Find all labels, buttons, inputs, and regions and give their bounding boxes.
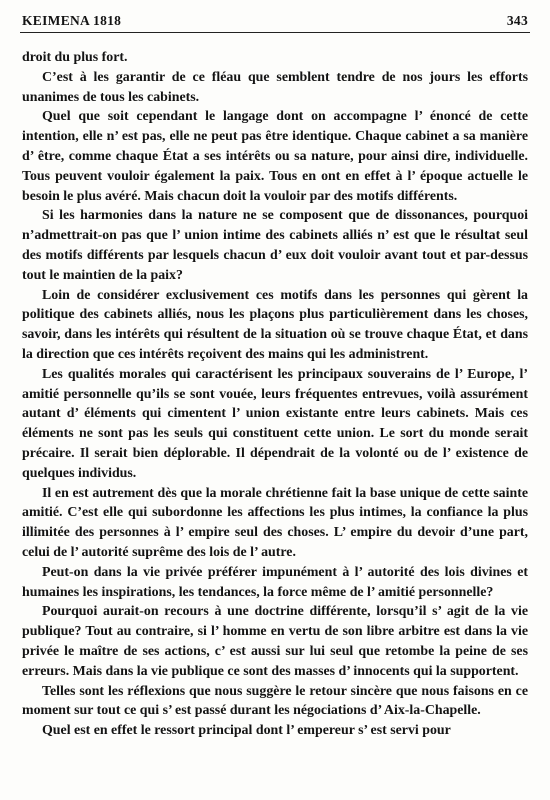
paragraph: droit du plus fort. [22, 50, 128, 65]
paragraph: Quel que soit cependant le langage dont on accompagne l’ énoncé de cette intention, elle n’ est pas, elle ne peut pas être identique. Chaque cabinet a sa manière d’ être, comme chaque État a ses intérêts ou sa nature, pour ainsi dire, individuelle. Tous peuvent vouloir également la paix. Tous en ont en effet à l’ époque actuelle le besoin le plus avéré. Mais chacun doit la vouloir par des motifs différents. [22, 109, 528, 204]
paragraph: Si les harmonies dans la nature ne se composent que de dissonances, pourquoi n’admettrait-on pas que l’ union intime des cabinets alliés n’ est que le résultat seul des motifs différents par lesquels chacun d’ eux doit vouloir avant tout et par-dessus tout le maintien de la paix? [22, 208, 528, 283]
body-text [22, 48, 528, 741]
running-title: KEIMENA 1818 [22, 13, 122, 28]
header-rule [20, 32, 530, 33]
paragraph: Il en est autrement dès que la morale chrétienne fait la base unique de cette sainte amitié. C’est elle qui subordonne les affections les plus intimes, la confiance la plus illimitée des personnes à l’ empire seul des choses. L’ empire du devoir d’une part, celui de l’ autorité suprême des lois de l’ autre. [22, 485, 528, 560]
paragraph: Quel est en effet le ressort principal dont l’ empereur s’ est servi pour [42, 723, 451, 739]
paragraph: Telles sont les réflexions que nous suggère le retour sincère que nous faisons en ce moment sur tout ce qui s’ est passé durant les négociations d’ Aix-la-Chapelle. [22, 683, 528, 719]
paragraph: Peut-on dans la vie privée préférer impunément à l’ autorité des lois divines et humaines les inspirations, les tendances, la force même de l’ amitié personnelle? [22, 564, 528, 600]
paragraph: Pourquoi aurait-on recours à une doctrine différente, lorsqu’il s’ agit de la vie publique? Tout au contraire, si l’ homme en vertu de son libre arbitre est dans la vie privée le maître de ses actions, c’ est aussi sur lui seul que retombe la peine de ses erreurs. Mais dans la vie publique ce sont des masses d’ innocents qui la supportent. [22, 604, 528, 679]
paragraph: Les qualités morales qui caractérisent les principaux souverains de l’ Europe, l’ amitié personnelle qu’ils se sont vouée, leurs fréquentes entrevues, voilà assurément autant d’ éléments qui cimentent l’ union existante entre leurs cabinets. Mais ces éléments ne sont pas les seuls qui constituent cette union. Le sort du monde serait précaire. Il serait bien déplorable. Il dépendrait de la volonté ou de l’ existence de quelques individus. [22, 366, 528, 481]
paragraph: Loin de considérer exclusivement ces motifs dans les personnes qui gèrent la politique des cabinets alliés, nous les plaçons plus particulièrement dans les choses, savoir, dans les intérêts qui résultent de la situation où se trouve chaque État, et dans la direction que ces intérêts reçoivent des mains qui les administrent. [22, 287, 528, 362]
running-header [22, 13, 528, 33]
paragraph: C’est à les garantir de ce fléau que semblent tendre de nos jours les efforts unanimes de tous les cabinets. [22, 69, 528, 105]
page-number: 343 [506, 13, 528, 28]
